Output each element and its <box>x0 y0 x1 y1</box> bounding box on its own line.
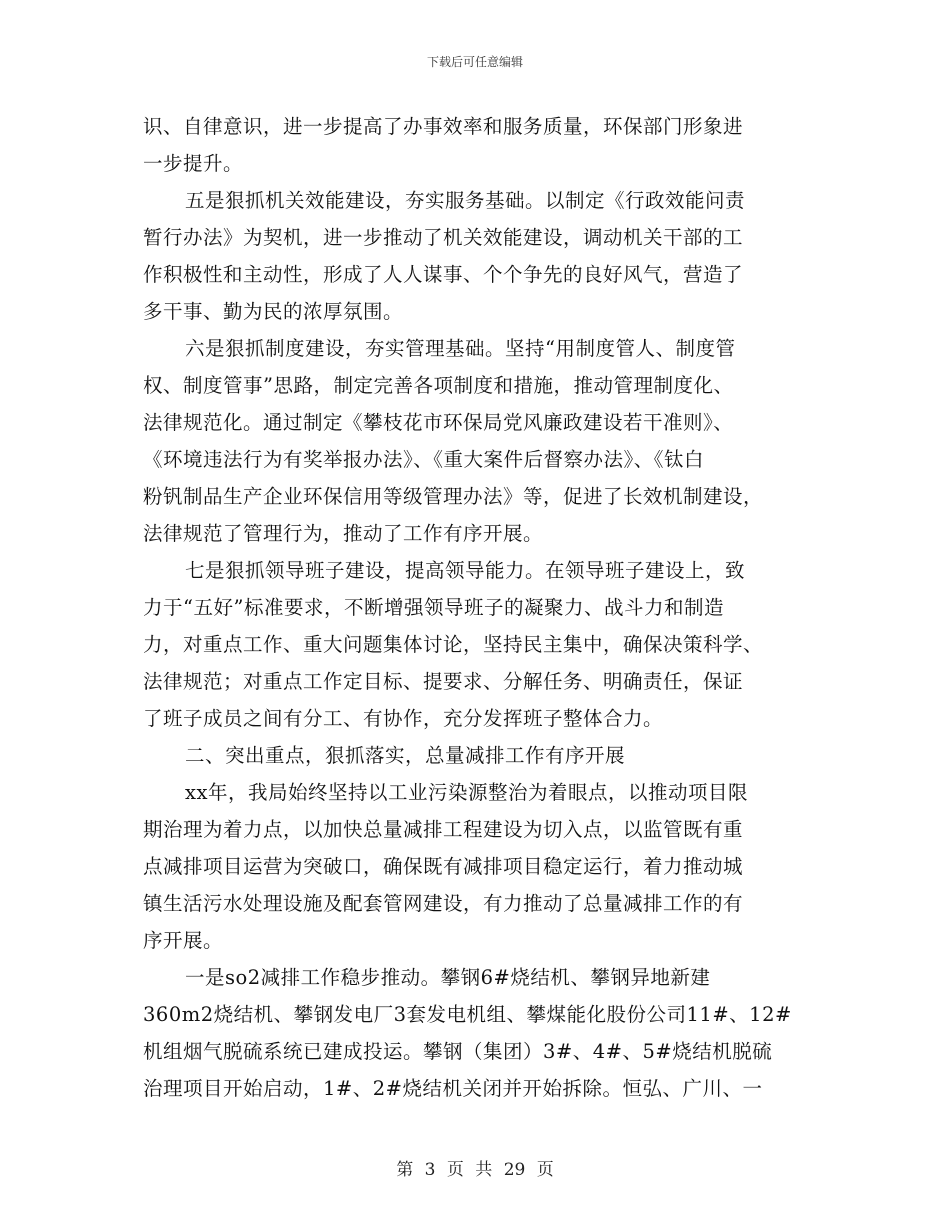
section-heading: 二、突出重点，狠抓落实，总量减排工作有序开展 <box>185 744 626 767</box>
body-line: 多干事、勤为民的浓厚氛围。 <box>143 300 404 323</box>
body-line: 360m2烧结机、攀钢发电厂3套发电机组、攀煤能化股份公司11#、12# <box>143 1003 792 1026</box>
body-line: 治理项目开始启动，1#、2#烧结机关闭并开始拆除。恒弘、广川、一 <box>143 1077 763 1100</box>
paragraph-start-line: 一是so2减排工作稳步推动。攀钢6#烧结机、攀钢异地新建 <box>185 966 711 989</box>
body-line: 序开展。 <box>143 929 224 952</box>
body-line: 了班子成员之间有分工、有协作，充分发挥班子整体合力。 <box>143 707 664 730</box>
body-line: 识、自律意识，进一步提高了办事效率和服务质量，环保部门形象进 <box>143 115 744 138</box>
body-line: 作积极性和主动性，形成了人人谋事、个个争先的良好风气，营造了 <box>143 263 744 286</box>
body-line: 镇生活污水处理设施及配套管网建设，有力推动了总量减排工作的有 <box>143 892 744 915</box>
body-line: 力于“五好”标准要求，不断增强领导班子的凝聚力、战斗力和制造 <box>143 596 724 619</box>
body-line: 法律规范了管理行为，推动了工作有序开展。 <box>143 522 544 545</box>
body-line: 《环境违法行为有奖举报办法》、《重大案件后督察办法》、《钛白 <box>143 448 705 471</box>
body-line: 机组烟气脱硫系统已建成投运。攀钢（集团）3#、4#、5#烧结机脱硫 <box>143 1040 773 1063</box>
body-line: 点减排项目运营为突破口，确保既有减排项目稳定运行，着力推动城 <box>143 855 744 878</box>
body-line: 法律规范化。通过制定《攀枝花市环保局党风廉政建设若干准则》、 <box>143 411 734 434</box>
paragraph-start-line: 五是狠抓机关效能建设，夯实服务基础。以制定《行政效能问责 <box>185 189 746 212</box>
body-line: 法律规范；对重点工作定目标、提要求、分解任务、明确责任，保证 <box>143 670 744 693</box>
body-line: 粉钒制品生产企业环保信用等级管理办法》等，促进了长效机制建设， <box>143 485 764 508</box>
body-line: 力，对重点工作、重大问题集体讨论，坚持民主集中，确保决策科学、 <box>143 633 764 656</box>
body-line: 权、制度管事”思路，制定完善各项制度和措施，推动管理制度化、 <box>143 374 734 397</box>
body-line: 一步提升。 <box>143 152 244 175</box>
body-line: 期治理为着力点，以加快总量减排工程建设为切入点，以监管既有重 <box>143 818 744 841</box>
paragraph-start-line: xx年，我局始终坚持以工业污染源整治为着眼点，以推动项目限 <box>185 781 748 804</box>
body-line: 暂行办法》为契机，进一步推动了机关效能建设，调动机关干部的工 <box>143 226 744 249</box>
paragraph-start-line: 六是狠抓制度建设，夯实管理基础。坚持“用制度管人、制度管 <box>185 337 736 360</box>
page-header: 下载后可任意编辑 <box>426 55 523 69</box>
paragraph-start-line: 七是狠抓领导班子建设，提高领导能力。在领导班子建设上，致 <box>185 559 746 582</box>
page-number-footer: 第 3 页 共 29 页 <box>396 1160 554 1180</box>
document-body <box>143 108 813 1107</box>
